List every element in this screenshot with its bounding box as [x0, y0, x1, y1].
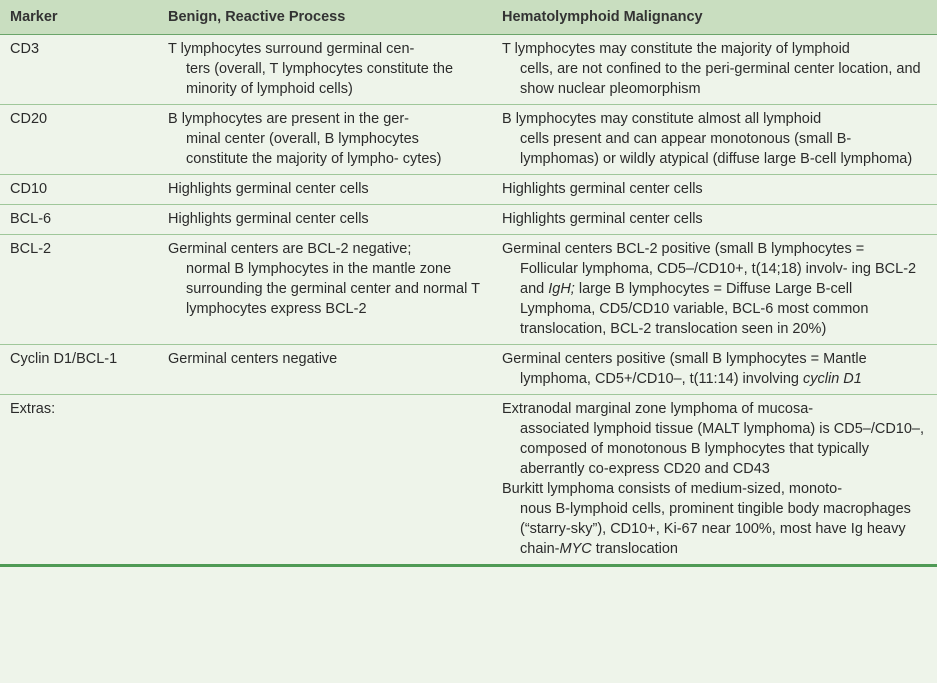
- benign-text-first: B lymphocytes are present in the ger-: [168, 111, 409, 127]
- marker-cell: BCL-6: [0, 205, 158, 235]
- table-row: [0, 175, 937, 205]
- header-marker: Marker: [0, 0, 158, 35]
- malignant-text-first: Germinal centers BCL-2 positive (small B lymphocytes =: [502, 241, 865, 257]
- marker-cell: CD10: [0, 175, 158, 205]
- table-row: [0, 35, 937, 105]
- malignant-text-rest: [502, 369, 929, 389]
- benign-text-rest: normal B lymphocytes in the mantle zone surrounding the germinal center and normal T lymphocytes express BCL-2: [186, 261, 480, 317]
- extras-para1-first: Extranodal marginal zone lymphoma of mucosa-: [502, 401, 814, 417]
- malignant-cell: Highlights germinal center cells: [492, 175, 937, 205]
- benign-cell: Germinal centers negative: [158, 345, 492, 395]
- table-row: [0, 205, 937, 235]
- table-header-row: [0, 0, 937, 35]
- header-benign: Benign, Reactive Process: [158, 0, 492, 35]
- malignant-cell: [492, 345, 937, 395]
- malignant-text-first: B lymphocytes may constitute almost all lymphoid: [502, 111, 822, 127]
- benign-text-rest: minal center (overall, B lymphocytes constitute the majority of lympho- cytes): [186, 131, 442, 167]
- table-row: [0, 395, 937, 566]
- table-row: [0, 345, 937, 395]
- benign-cell: [158, 235, 492, 345]
- malignant-text-rest: cells present and can appear monotonous (small B-lymphomas) or wildly atypical (diffuse large B-cell lymphoma): [520, 131, 913, 167]
- benign-cell: [158, 395, 492, 566]
- benign-text-first: T lymphocytes surround germinal cen-: [168, 41, 415, 57]
- benign-cell: Highlights germinal center cells: [158, 175, 492, 205]
- table-row: [0, 105, 937, 175]
- extras-para2-part-b: translocation: [591, 541, 678, 557]
- malignant-cell: [492, 235, 937, 345]
- malignant-cell: [492, 395, 937, 566]
- malignant-text-part-a: Follicular lymphoma, CD5–/CD10+, t(14;18) involv- ing BCL-2 and: [520, 261, 917, 297]
- malignant-cell: [492, 35, 937, 105]
- extras-para2-part-a: nous B-lymphoid cells, prominent tingible body macrophages (“starry-sky”), CD10+, Ki-67 near 100%, most have Ig heavy chain-: [520, 501, 911, 557]
- malignant-text-rest: [502, 259, 929, 339]
- malignant-cell: [492, 105, 937, 175]
- malignant-text-italic: cyclin D1: [803, 371, 862, 387]
- benign-cell: [158, 35, 492, 105]
- marker-cell: CD20: [0, 105, 158, 175]
- malignant-text-part-a: lymphoma, CD5+/CD10–, t(11:14) involving: [520, 371, 804, 387]
- header-malignancy: Hematolymphoid Malignancy: [492, 0, 937, 35]
- benign-text-rest: ters (overall, T lymphocytes constitute the minority of lymphoid cells): [186, 61, 454, 97]
- benign-cell: [158, 105, 492, 175]
- benign-cell: Highlights germinal center cells: [158, 205, 492, 235]
- extras-para1-rest: associated lymphoid tissue (MALT lymphoma) is CD5–/CD10–, composed of monotonous B lymphocytes that typically aberrantly co-express CD20 and CD43: [520, 421, 925, 477]
- extras-para2-italic: MYC: [559, 541, 592, 557]
- marker-cell: BCL-2: [0, 235, 158, 345]
- malignant-text-first: T lymphocytes may constitute the majority of lymphoid: [502, 41, 850, 57]
- malignant-cell: Highlights germinal center cells: [492, 205, 937, 235]
- table-row: [0, 235, 937, 345]
- malignant-text-first: Germinal centers positive (small B lymphocytes = Mantle: [502, 351, 867, 367]
- extras-para2-first: Burkitt lymphoma consists of medium-sized, monoto-: [502, 481, 843, 497]
- benign-text-first: Germinal centers are BCL-2 negative;: [168, 241, 412, 257]
- extras-para2-rest: [502, 499, 929, 559]
- malignant-text-part-b: large B lymphocytes = Diffuse Large B-cell Lymphoma, CD5/CD10 variable, BCL-6 most common translocation, BCL-2 translocation seen in 20%): [520, 281, 869, 337]
- malignant-text-rest: cells, are not confined to the peri-germinal center location, and show nuclear pleomorphism: [520, 61, 921, 97]
- marker-cell: Cyclin D1/BCL-1: [0, 345, 158, 395]
- marker-cell: Extras:: [0, 395, 158, 566]
- malignant-text-italic: IgH;: [548, 281, 575, 297]
- marker-cell: CD3: [0, 35, 158, 105]
